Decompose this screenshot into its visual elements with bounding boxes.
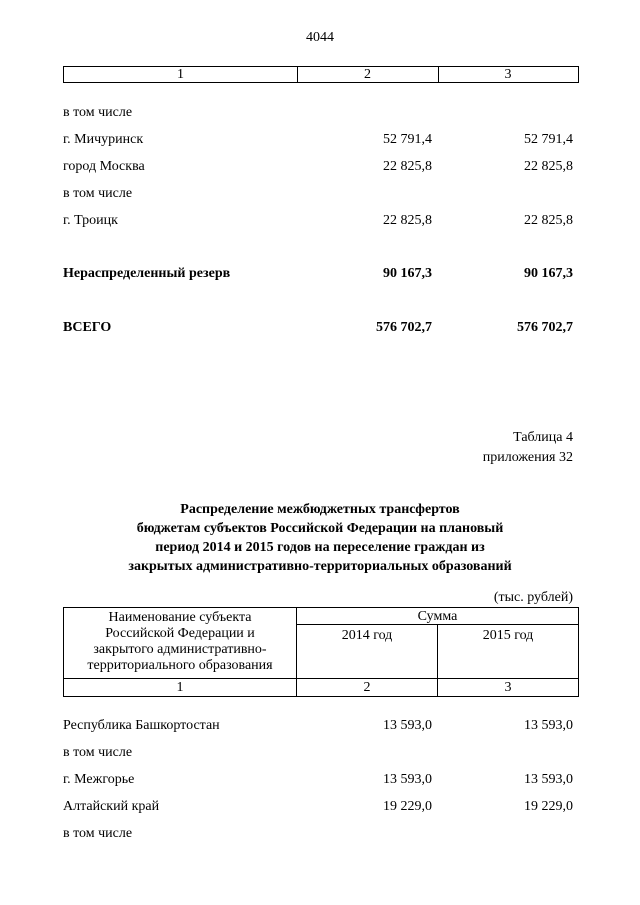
row-name: в том числе	[63, 186, 133, 201]
row-name: ВСЕГО	[63, 320, 112, 335]
row-value-2014: 22 825,8	[383, 213, 432, 228]
row-name: в том числе	[63, 105, 133, 120]
row-value-2014: 52 791,4	[383, 132, 432, 147]
row-value-2014: 576 702,7	[376, 320, 432, 335]
year-2015-header: 2015 год	[482, 628, 534, 643]
title-line: период 2014 и 2015 годов на переселение граждан из	[155, 540, 485, 555]
row-name: Нераспределенный резерв	[63, 266, 231, 281]
row-value-2015: 13 593,0	[524, 772, 573, 787]
row-divider	[64, 678, 578, 679]
sum-header: Сумма	[417, 609, 458, 624]
row-value-2014: 13 593,0	[383, 772, 432, 787]
row-value-2014: 13 593,0	[383, 718, 432, 733]
units-label: (тыс. рублей)	[493, 590, 573, 605]
table-label-number: Таблица 4	[513, 430, 573, 445]
header-line: закрытого административно-	[93, 642, 267, 657]
header-line: Наименование субъекта	[108, 610, 252, 625]
row-name: город Москва	[63, 159, 145, 174]
column-number-2: 2	[363, 680, 371, 695]
row-value-2015: 576 702,7	[517, 320, 573, 335]
header-line: Российской Федерации и	[105, 626, 255, 641]
row-value-2014: 19 229,0	[383, 799, 432, 814]
row-value-2015: 90 167,3	[524, 266, 573, 281]
row-name: г. Мичуринск	[63, 132, 144, 147]
title-line: бюджетам субъектов Российской Федерации на плановый	[136, 521, 504, 536]
row-value-2015: 13 593,0	[524, 718, 573, 733]
row-name: г. Межгорье	[63, 772, 135, 787]
column-number-3: 3	[504, 67, 512, 82]
column-number-2: 2	[364, 67, 371, 82]
column-number-1: 1	[176, 680, 184, 695]
title-line: Распределение межбюджетных трансфертов	[180, 502, 460, 517]
row-name: г. Троицк	[63, 213, 118, 228]
row-value-2015: 19 229,0	[524, 799, 573, 814]
row-name: Республика Башкортостан	[63, 718, 220, 733]
page-number: 4044	[306, 30, 334, 45]
row-value-2015: 22 825,8	[524, 159, 573, 174]
row-name: Алтайский край	[63, 799, 160, 814]
row-value-2014: 22 825,8	[383, 159, 432, 174]
table-label-appendix: приложения 32	[482, 450, 573, 465]
row-value-2014: 90 167,3	[383, 266, 432, 281]
table2-header	[63, 607, 579, 697]
column-number-3: 3	[504, 680, 512, 695]
table-title	[0, 500, 640, 576]
name-column-header	[64, 610, 296, 674]
header-line: территориального образования	[87, 658, 273, 673]
row-name: в том числе	[63, 745, 133, 760]
row-value-2015: 22 825,8	[524, 213, 573, 228]
row-value-2015: 52 791,4	[524, 132, 573, 147]
year-2014-header: 2014 год	[341, 628, 393, 643]
row-name: в том числе	[63, 826, 133, 841]
title-line: закрытых административно-территориальных образований	[128, 559, 512, 574]
table-column-numbers-header	[63, 66, 579, 83]
column-number-1: 1	[177, 67, 184, 82]
